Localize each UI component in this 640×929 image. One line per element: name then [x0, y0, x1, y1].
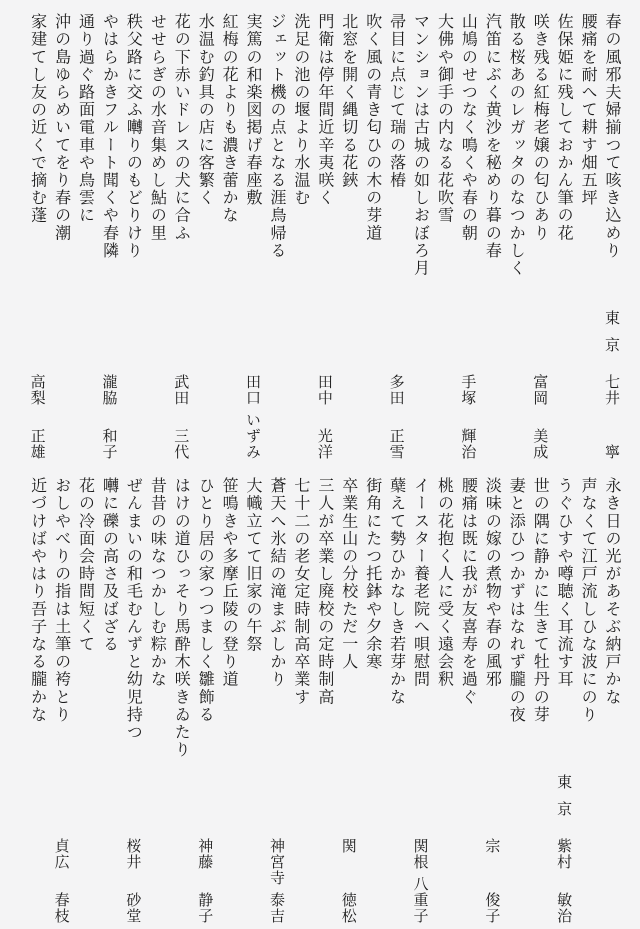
- author-given-name: 和子: [100, 428, 119, 460]
- author-given-name: いずみ: [244, 412, 263, 460]
- author-family-name: 神宮寺: [267, 838, 286, 886]
- author-name-column: [193, 774, 217, 924]
- author-family-name: 富岡: [531, 374, 550, 406]
- author-name: [50, 838, 74, 924]
- haiku-column: 桃の花抱く人に受く遠会釈: [435, 477, 455, 689]
- author-given-name: 輝治: [459, 428, 478, 460]
- haiku-column: 散る桜あのレガッタのなつかしく: [507, 13, 527, 277]
- author-name-column: [169, 310, 193, 460]
- haiku-column: マンションは古城の如しおぼろ月: [411, 13, 431, 277]
- author-family-name: 七井: [603, 374, 621, 406]
- haiku-column: 卒業生山の分校ただ一人: [339, 477, 359, 671]
- author-name-column: [50, 774, 74, 924]
- author-family-name: 桜井: [124, 838, 143, 870]
- haiku-column: おしやべりの指は土筆の袴とり: [52, 477, 72, 724]
- haiku-column: 春の風邪夫婦揃つて咳き込めり: [603, 13, 622, 260]
- author-name: [265, 838, 289, 924]
- lower-page: [0, 464, 640, 929]
- author-name: [337, 838, 361, 924]
- haiku-column: 北窓を開く縄切る花鋏: [339, 13, 359, 189]
- haiku-column: 腰痛を耐へて耕す畑五坪: [579, 13, 599, 207]
- haiku-column: 実篤の和楽図掲げ春座敷: [244, 13, 264, 207]
- author-family-name: 武田: [172, 374, 191, 406]
- author-given-name: 正雪: [387, 428, 406, 460]
- author-given-name: 光洋: [315, 428, 334, 460]
- author-family-name: 関: [339, 838, 358, 854]
- author-given-name: 美成: [531, 428, 550, 460]
- author-name-column: [265, 774, 289, 924]
- author-name-column: [26, 310, 50, 460]
- author-given-name: 敏治: [555, 892, 574, 924]
- haiku-column: 帚目に点じて瑞の落椿: [387, 13, 407, 189]
- author-name-column: [528, 310, 552, 460]
- author-family-name: 関根: [411, 838, 430, 870]
- haiku-column: 秩父路に交ふ囀りのもどりけり: [124, 13, 144, 260]
- haiku-column: 三人が卒業し廃校の定時制高: [315, 477, 335, 706]
- haiku-column: 蒼天へ氷結の滝まぶしかり: [267, 477, 287, 689]
- author-family-name: 多田: [387, 374, 406, 406]
- haiku-column: 咲き残る紅梅老嬢の匂ひあり: [531, 13, 551, 242]
- author-family-name: 田口: [244, 374, 263, 406]
- author-name: [241, 374, 265, 460]
- author-given-name: 徳松: [339, 892, 358, 924]
- haiku-column: 近づけばやはり吾子なる朧かな: [28, 477, 48, 724]
- haiku-column: ひとり居の家つつましく雛飾る: [196, 477, 216, 724]
- author-name: [193, 838, 217, 924]
- haiku-column: ぜんまいの和毛むんずと幼児持つ: [124, 477, 144, 741]
- haiku-column: 街角にたつ托鉢や夕余寒: [363, 477, 383, 671]
- haiku-column: 紅梅の花よりも濃き蕾かな: [220, 13, 240, 225]
- haiku-column: 大幟立てて旧家の午祭: [244, 477, 264, 653]
- author-given-name: 八重子: [411, 876, 430, 924]
- haiku-column: 佐保姫に残しておかん筆の花: [555, 13, 575, 242]
- author-given-name: 砂堂: [124, 892, 143, 924]
- haiku-column: 永き日の光があそぶ納戸かな: [603, 477, 622, 706]
- haiku-column: 声なくて江戸流しひな波にのり: [579, 477, 599, 724]
- haiku-column: 大佛や御手の内なる花吹雪: [435, 13, 455, 225]
- author-name: [600, 374, 624, 460]
- haiku-column: 沖の島ゆらめいてをり春の潮: [52, 13, 72, 242]
- haiku-column: 吹く風の青き匂ひの木の芽道: [363, 13, 383, 242]
- haiku-column: 家建てし友の近くで摘む蓬: [28, 13, 48, 225]
- author-given-name: 三代: [172, 428, 191, 460]
- author-name-column: [409, 774, 433, 924]
- haiku-column: 花の下赤いドレスの犬に合ふ: [172, 13, 192, 242]
- author-name: [528, 374, 552, 460]
- haiku-column: 花の冷面会時間短くて: [76, 477, 96, 653]
- author-name: [169, 374, 193, 460]
- haiku-column: 妻と添ひつかずはなれず朧の夜: [507, 477, 527, 724]
- author-name-column: [385, 310, 409, 460]
- author-family-name: 貞広: [52, 838, 71, 870]
- haiku-column: やはらかきフルート聞くや春隣: [100, 13, 120, 260]
- author-family-name: 瀧脇: [100, 374, 119, 406]
- author-name: [121, 838, 145, 924]
- haiku-column: 腰痛は既に我が友喜寿を過ぐ: [459, 477, 479, 706]
- author-given-name: 正雄: [28, 428, 47, 460]
- author-given-name: 寧: [603, 444, 621, 460]
- haiku-column: 淡味の嫁の煮物や春の風邪: [483, 477, 503, 689]
- haiku-column: ジェット機の点となる涯鳥帰る: [267, 13, 287, 260]
- haiku-column: 汽笛にぶく黄沙を秘めり暮の春: [483, 13, 503, 260]
- author-name-column: [552, 774, 576, 924]
- author-name-column: [241, 310, 265, 460]
- author-name-column: [456, 310, 480, 460]
- haiku-column: 門衛は停年間近辛夷咲く: [315, 13, 335, 207]
- region-label: 東京: [555, 774, 574, 828]
- author-family-name: 神藤: [196, 838, 215, 870]
- haiku-column: 蘖えて勢ひかなしき若芽かな: [387, 477, 407, 706]
- region-label: 東京: [603, 310, 621, 364]
- author-name: [552, 838, 576, 924]
- haiku-column: せせらぎの水音集めし鮎の里: [148, 13, 168, 242]
- author-family-name: 田中: [315, 374, 334, 406]
- haiku-column: 囀に礫の高さ及ばざる: [100, 477, 120, 653]
- haiku-column: うぐひすや噂聴く耳流す耳: [555, 477, 575, 689]
- haiku-column: 洗足の池の堰より水温む: [291, 13, 311, 207]
- author-name: [480, 838, 504, 924]
- author-family-name: 手塚: [459, 374, 478, 406]
- haiku-column: 笹鳴きや多摩丘陵の登り道: [220, 477, 240, 689]
- haiku-column: 通り過ぐ路面電車や鳥雲に: [76, 13, 96, 225]
- haiku-column: イースター養老院へ唄慰問: [411, 477, 431, 689]
- haiku-column: 世の隅に静かに生きて牡丹の芽: [531, 477, 551, 724]
- author-name: [97, 374, 121, 460]
- haiku-column: 山鳩のせつなく鳴くや春の朝: [459, 13, 479, 242]
- author-family-name: 紫村: [555, 838, 574, 870]
- author-given-name: 俊子: [483, 892, 502, 924]
- author-name: [456, 374, 480, 460]
- haiku-column: 七十二の老女定時制高卒業す: [291, 477, 311, 706]
- author-name: [385, 374, 409, 460]
- author-name-column: [600, 310, 624, 460]
- author-family-name: 宗: [483, 838, 502, 854]
- author-given-name: 春枝: [52, 892, 71, 924]
- haiku-column: 昔昔の味なつかしむ粽かな: [148, 477, 168, 689]
- author-name-column: [337, 774, 361, 924]
- author-name: [409, 838, 433, 924]
- author-name-column: [480, 774, 504, 924]
- author-name-column: [97, 310, 121, 460]
- author-family-name: 高梨: [28, 374, 47, 406]
- author-given-name: 泰吉: [267, 892, 286, 924]
- author-name-column: [313, 310, 337, 460]
- haiku-column: はけの道ひっそり馬酔木咲きゐたり: [172, 477, 192, 759]
- author-given-name: 静子: [196, 892, 215, 924]
- author-name: [26, 374, 50, 460]
- author-name: [313, 374, 337, 460]
- haiku-column: 水温む釣具の店に客繁く: [196, 13, 216, 207]
- author-name-column: [121, 774, 145, 924]
